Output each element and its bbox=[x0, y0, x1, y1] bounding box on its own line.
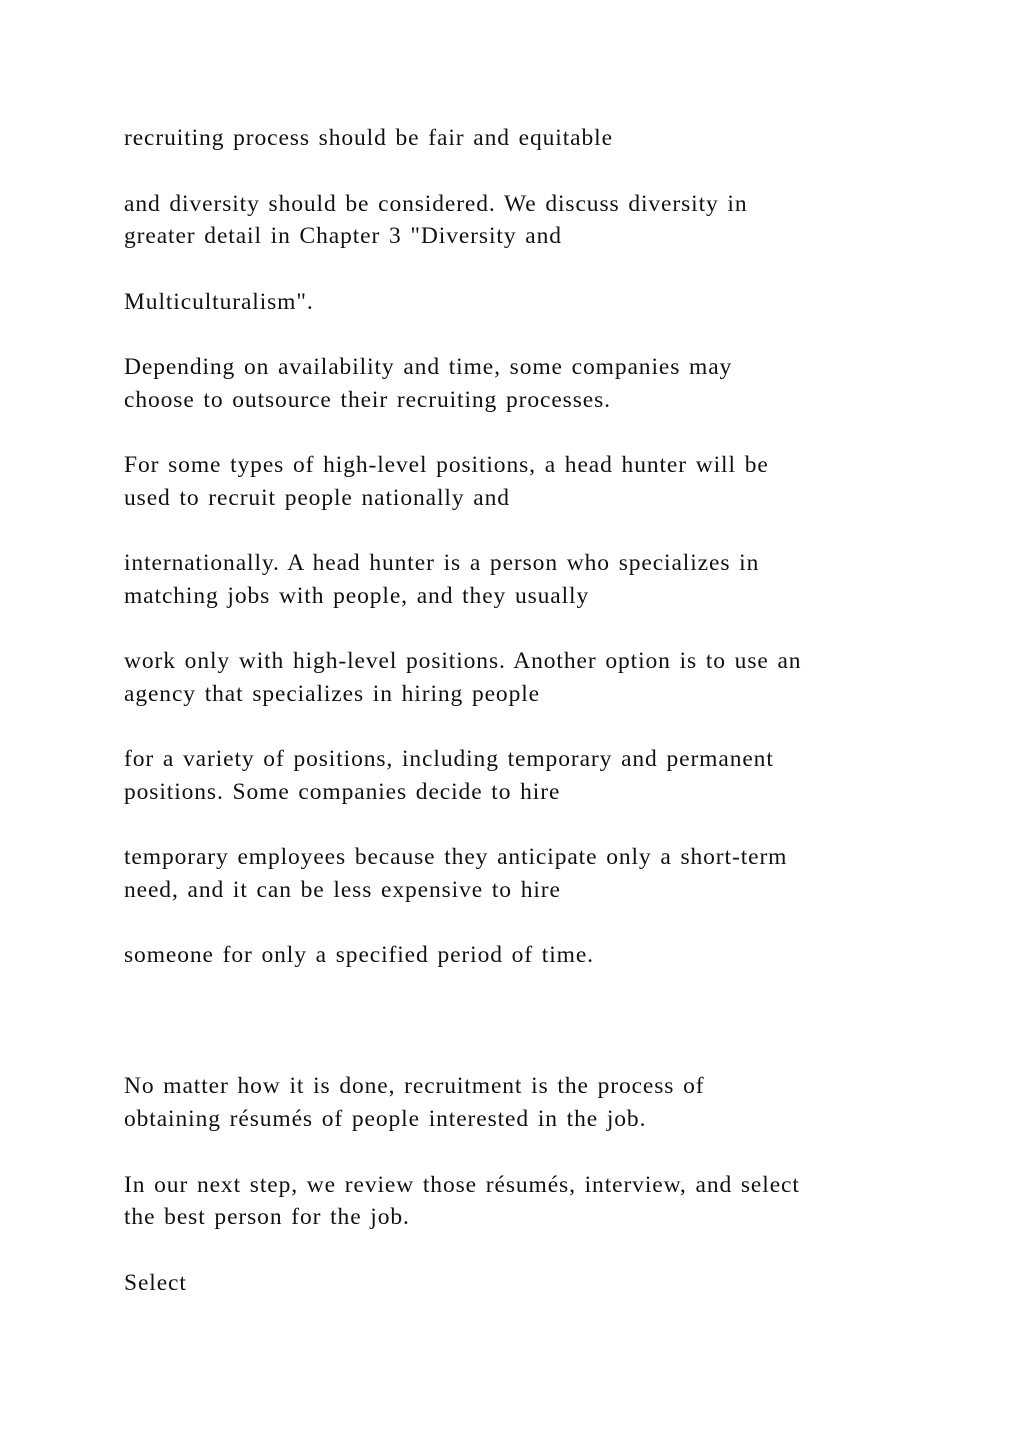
text-line: recruiting process should be fair and equitable bbox=[124, 125, 613, 151]
text-line: for a variety of positions, including temporary and permanent bbox=[124, 746, 774, 772]
text-line: Depending on availability and time, some companies may bbox=[124, 354, 733, 380]
text-line: and diversity should be considered. We discuss diversity in bbox=[124, 191, 748, 217]
text-line: matching jobs with people, and they usually bbox=[124, 583, 590, 609]
text-line: internationally. A head hunter is a person who specializes in bbox=[124, 550, 760, 576]
text-line: work only with high-level positions. Another option is to use an bbox=[124, 648, 802, 674]
text-line: No matter how it is done, recruitment is the process of bbox=[124, 1073, 705, 1099]
text-line: someone for only a specified period of time. bbox=[124, 942, 594, 968]
text-line: need, and it can be less expensive to hire bbox=[124, 877, 561, 903]
text-line: greater detail in Chapter 3 "Diversity and bbox=[124, 223, 562, 249]
text-line: In our next step, we review those résumés, interview, and select bbox=[124, 1172, 800, 1198]
text-line: obtaining résumés of people interested in the job. bbox=[124, 1106, 647, 1132]
text-line: Multiculturalism". bbox=[124, 289, 314, 315]
text-line: used to recruit people nationally and bbox=[124, 485, 510, 511]
text-line: choose to outsource their recruiting processes. bbox=[124, 387, 611, 413]
text-line: positions. Some companies decide to hire bbox=[124, 779, 561, 805]
text-line: the best person for the job. bbox=[124, 1204, 410, 1230]
text-line: temporary employees because they anticipate only a short-term bbox=[124, 844, 788, 870]
text-line: Select bbox=[124, 1270, 187, 1296]
text-line: For some types of high-level positions, a head hunter will be bbox=[124, 452, 769, 478]
text-line: agency that specializes in hiring people bbox=[124, 681, 540, 707]
